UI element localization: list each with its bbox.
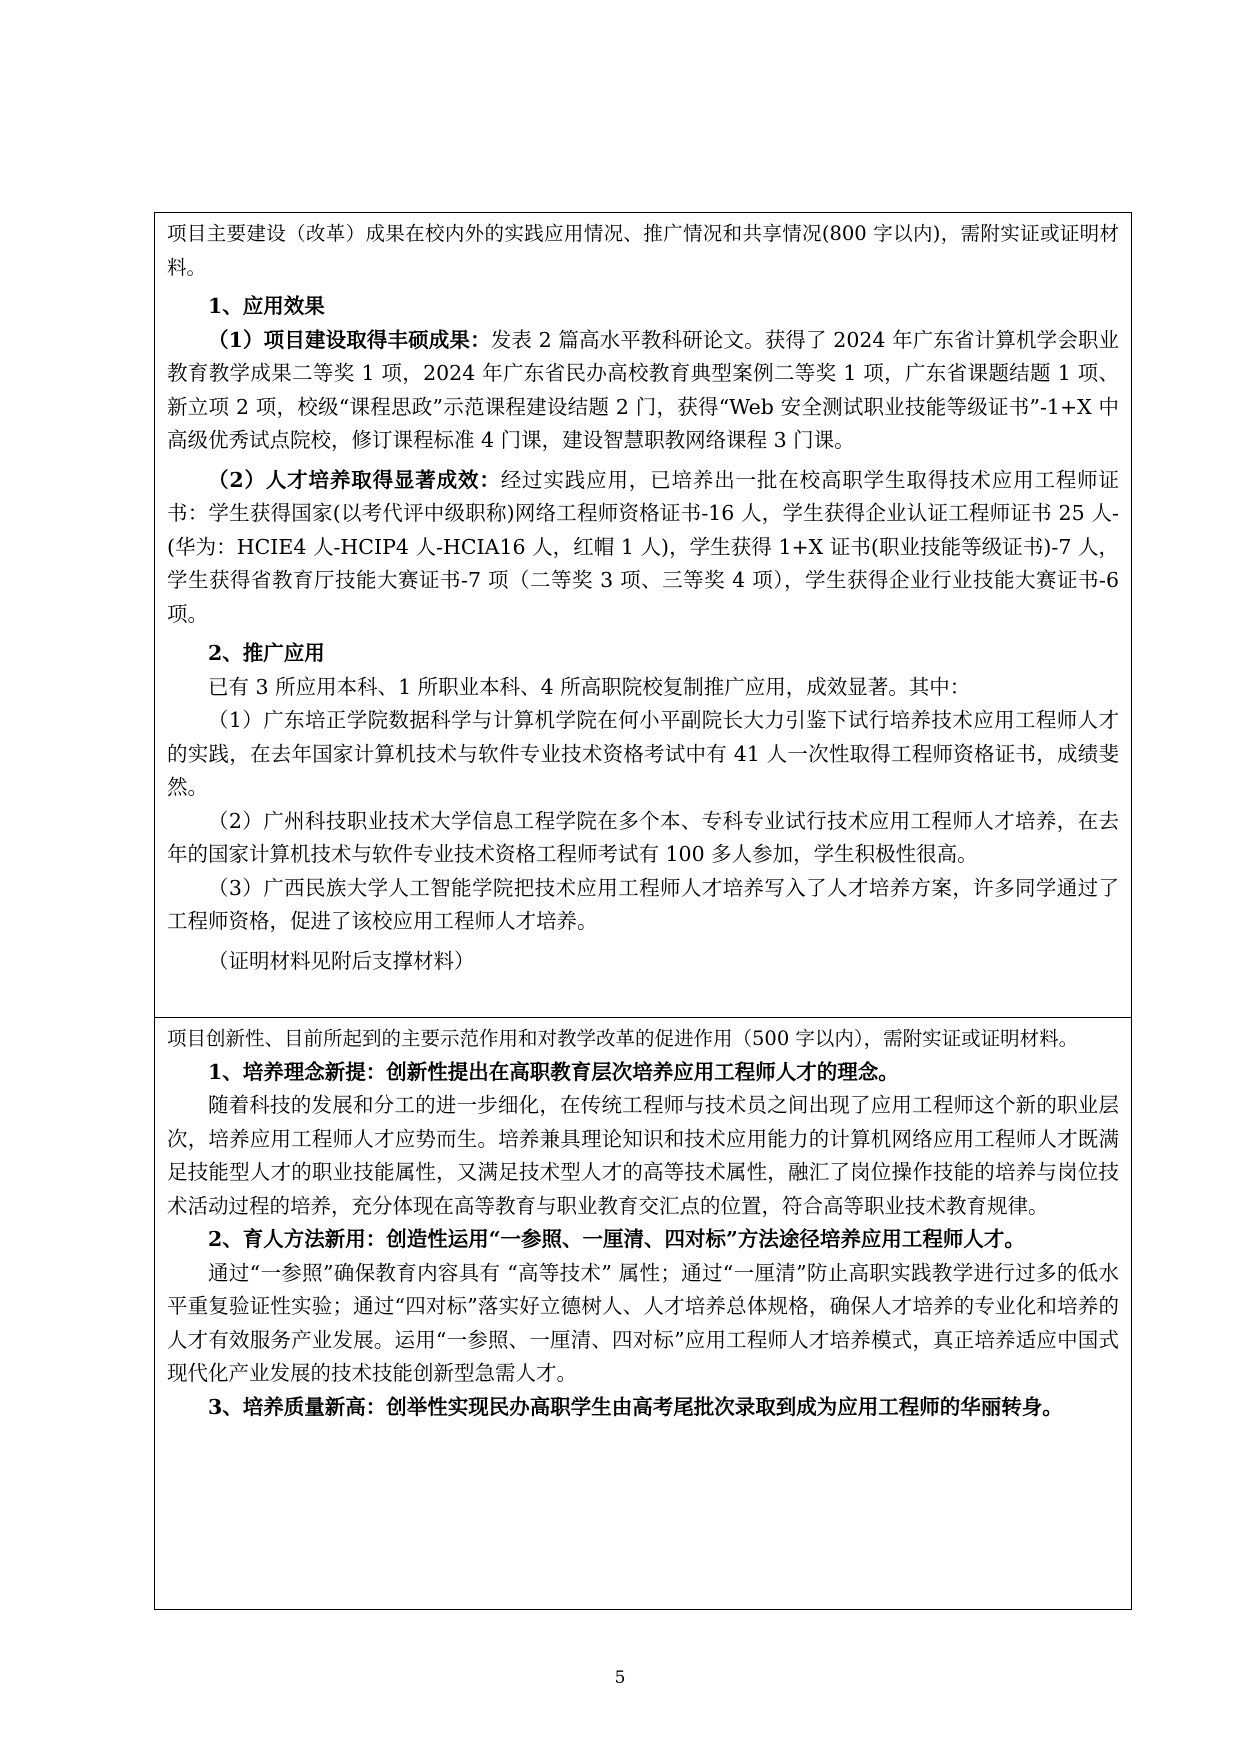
section-prompt: 项目主要建设（改革）成果在校内外的实践应用情况、推广情况和共享情况(800 字以内)，需附实证或证明材料。 xyxy=(167,222,1119,279)
heading-application-effect: 1、应用效果 xyxy=(208,294,325,318)
heading-promotion: 2、推广应用 xyxy=(208,641,325,665)
paragraph: 随着科技的发展和分工的进一步细化，在传统工程师与技术员之间出现了应用工程师这个新的职业层次，培养应用工程师人才应势而生。培养兼具理论知识和技术应用能力的计算机网络应用工程师人才既满足技能型人才的职业技能属性，又满足技术型人才的高等技术属性，融汇了岗位操作技能的培养与岗位技术活动过程的培养，充分体现在高等教育与职业教育交汇点的位置，符合高等职业技术教育规律。 xyxy=(167,1093,1119,1218)
paragraph: （2）广州科技职业技术大学信息工程学院在多个本、专科专业试行技术应用工程师人才培养，在去年的国家计算机技术与软件专业技术资格工程师考试有 100 多人参加，学生积极性很高。 xyxy=(167,808,1119,866)
application-section xyxy=(155,213,1131,1017)
paragraph xyxy=(167,324,1119,458)
innovation-section xyxy=(155,1017,1131,1609)
heading-quality: 3、培养质量新高：创举性实现民办高职学生由高考尾批次录取到成为应用工程师的华丽转身。 xyxy=(208,1394,1063,1419)
paragraph xyxy=(167,464,1119,632)
heading-concept: 1、培养理念新提：创新性提出在高职教育层次培养应用工程师人才的理念。 xyxy=(208,1059,899,1084)
evidence-note: （证明材料见附后支撑材料） xyxy=(208,948,475,973)
paragraph-lead: （1）项目建设取得丰硕成果： xyxy=(208,327,491,352)
paragraph: （1）广东培正学院数据科学与计算机学院在何小平副院长大力引鉴下试行培养技术应用工程师人才的实践，在去年国家计算机技术与软件专业技术资格考试中有 41 人一次性取得工程师资格证书，成绩斐然。 xyxy=(167,708,1119,799)
paragraph-text: 经过实践应用，已培养出一批在校高职学生取得技术应用工程师证书：学生获得国家(以考代评中级职称)网络工程师资格证书-16 人，学生获得企业认证工程师证书 25 人-(华为：HCIE4 人-HCIP4 人-HCIA16 人，红帽 1 人)，学生获得 1+X 证书(职业技能等级证书)-7 人，学生获得省教育厅技能大赛证书-7 项（二等奖 3 项、三等奖 4 项），学生获得企业行业技能大赛证书-6 项。 xyxy=(167,467,1120,626)
paragraph: （3）广西民族大学人工智能学院把技术应用工程师人才培养写入了人才培养方案，许多同学通过了工程师资格，促进了该校应用工程师人才培养。 xyxy=(167,875,1119,933)
paragraph-text: 发表 2 篇高水平教科研论文。获得了 2024 年广东省计算机学会职业教育教学成果二等奖 1 项，2024 年广东省民办高校教育典型案例二等奖 1 项，广东省课题结题 1 项、新立项 2 项，校级“课程思政”示范课程建设结题 2 门，获得“Web 安全测试职业技能等级证书”-1+X 中高级优秀试点院校，修订课程标准 4 门课，建设智慧职教网络课程 3 门课。 xyxy=(167,327,1119,452)
form-table xyxy=(154,212,1132,1610)
page-number: 5 xyxy=(614,1668,626,1688)
paragraph-lead: （2）人才培养取得显著成效： xyxy=(208,467,501,492)
paragraph: 已有 3 所应用本科、1 所职业本科、4 所高职院校复制推广应用，成效显著。其中： xyxy=(208,674,971,699)
section-prompt: 项目创新性、目前所起到的主要示范作用和对教学改革的促进作用（500 字以内），需附实证或证明材料。 xyxy=(167,1027,1079,1050)
paragraph: 通过“一参照”确保教育内容具有 “高等技术” 属性；通过“一厘清”防止高职实践教学进行过多的低水平重复验证性实验；通过“四对标”落实好立德树人、人才培养总体规格，确保人才培养的专业化和培养的人才有效服务产业发展。运用“一参照、一厘清、四对标”应用工程师人才培养模式，真正培养适应中国式现代化产业发展的技术技能创新型急需人才。 xyxy=(167,1260,1119,1385)
heading-method: 2、育人方法新用：创造性运用“一参照、一厘清、四对标”方法途径培养应用工程师人才。 xyxy=(208,1227,1025,1251)
